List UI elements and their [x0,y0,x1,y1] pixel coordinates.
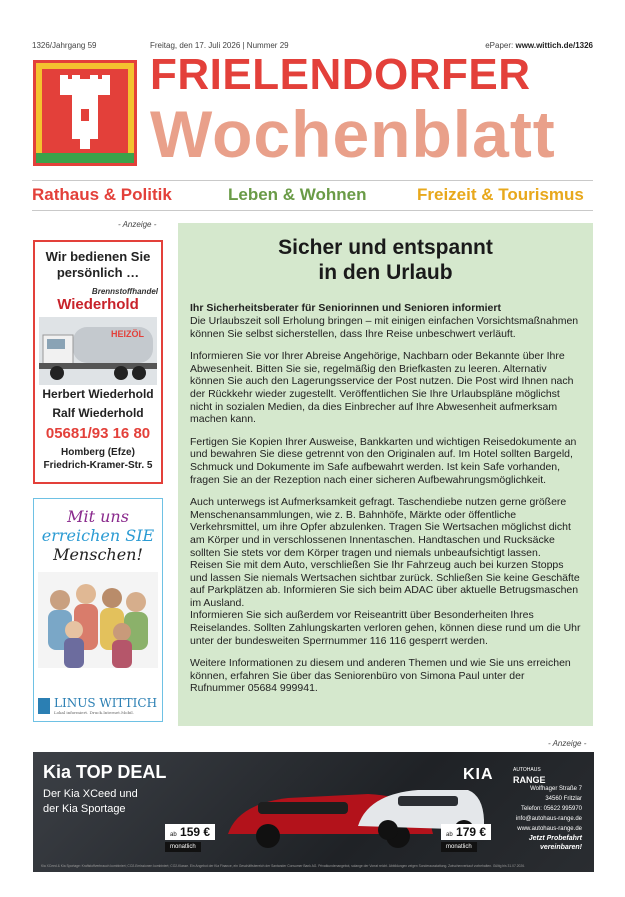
masthead-title-line1: FRIELENDORFER [150,50,531,99]
dealer-top: AUTOHAUS [513,767,541,773]
wittich-sub: Lokal informiert. Druck.Internet.Mobil. [54,710,134,715]
price-value: 159 € [180,825,211,839]
ad-headline-line2: persönlich … [56,265,140,280]
ad-slogan [34,507,162,564]
wittich-name: LINUS WITTICH [54,696,158,710]
article-paragraph: Informieren Sie vor Ihrer Abreise Angehörige, Nachbarn oder Bekannte über Ihre Abwesenheit. Bitten Sie sie, regelmäßig den Briefkasten zu leeren. Alternativ können Sie auch den Lagerungsservice der Post nutzen. Die Post wird Ihnen nach der Rückkehr wieder zugestellt. Veröffentlichen Sie Ihre Urlaubspläne möglichst nicht in sozialen Medien, da dies Einbrecher auf Ihre Abwesenheit aufmerksam machen kann. [190,350,574,426]
dealer-logo [513,765,546,785]
owner-name-1: Herbert Wiederhold [42,387,154,401]
address-street: Friedrich-Kramer-Str. 5 [43,460,153,471]
wiederhold-ad[interactable] [33,240,163,484]
ad-label: - Anzeige - [118,220,157,229]
price-prefix: ab [446,832,453,838]
cars-image [218,764,488,854]
ad-headline-line1: Wir bedienen Sie [45,249,151,264]
cta-line1: Jetzt Probefahrt [528,835,582,842]
kia-logo: KIA [463,766,494,783]
tower-emblem-icon [42,69,128,155]
monthly-label: monatlich [165,842,201,852]
price-value: 179 € [456,825,487,839]
article-paragraph: Fertigen Sie Kopien Ihrer Ausweise, Bankkarten und wichtigen Reisedokumente an und bewahren Sie diese getrennt von den Originalen auf. Im Hotel sollten Bargeld, Schmuck und Dokumente im Safe aufbewahrt werden. Ist kein Safe vorhanden, fragen Sie an der Rezeption nach einer sicheren Aufbewahrungsmöglichkeit. [190,435,577,486]
monthly-label: monatlich [441,842,477,852]
epaper-url[interactable]: www.wittich.de/1326 [515,41,593,50]
divider [32,180,593,181]
town-crest-logo [33,60,137,166]
article-paragraph: Auch unterwegs ist Aufmerksamkeit gefragt. Taschendiebe nutzen gerne größere Menschenansammlungen, wie z. B. Bahnhöfe, Märkte oder öffentliche Verkehrsmittel, um ihre Opfer abzulenken. Tragen Sie Wertsachen möglichst dicht am Körper und in verschlossenen Innentaschen. Handtaschen und Rucksäcke sollten Sie stets vor dem Körper tragen und niemals unbeaufsichtigt lassen. [190,496,571,559]
epaper-link[interactable] [485,41,593,50]
article-title-line2: in den Urlaub [318,261,453,284]
dealer-contact [516,784,582,834]
epaper-label: ePaper: [485,41,514,50]
article-title-line1: Sicher und entspannt [278,236,493,259]
kia-line2: der Kia Sportage [43,803,126,815]
address-city: Homberg (Efze) [61,447,135,458]
company-logo-top: Brennstoffhandel [91,287,158,296]
people-group-image [38,572,158,668]
article-paragraph: Die Urlaubszeit soll Erholung bringen – mit einigen einfachen Vorsichtsmaßnahmen können Sie selbst sicherstellen, dass Ihre Reise unbeschwert verläuft. [190,315,579,340]
dealer-phone[interactable]: Telefon: 05622 995970 [520,806,582,812]
divider [32,210,593,211]
ad-headline [35,249,161,281]
dealer-web[interactable]: www.autohaus-range.de [517,826,582,832]
issue-date: Freitag, den 17. Juli 2026 | Nummer 29 [150,41,289,50]
price-prefix: ab [170,832,177,838]
price-xceed [165,824,215,840]
dealer-city: 34560 Fritzlar [545,796,582,802]
wittich-logo [38,696,160,715]
article-lead: Ihr Sicherheitsberater für Seniorinnen und Senioren informiert [190,302,501,314]
dealer-name: RANGE [513,775,546,785]
nav-rathaus-politik[interactable]: Rathaus & Politik [32,185,172,204]
article-paragraph: Reisen Sie mit dem Auto, verschließen Sie Ihr Fahrzeug auch bei kurzen Stopps und lassen Sie niemals Wertsachen sichtbar zurück. Schließen Sie keine Geschäfte auf Parkplätzen ab. Informieren Sie sich beim ADAC über aktuelle Betrugsmaschen im Ausland. [190,559,580,609]
test-drive-cta[interactable] [529,834,582,852]
main-article [178,223,593,726]
price-sportage [441,824,491,840]
issue-number: 1326/Jahrgang 59 [32,41,97,50]
ad-label: - Anzeige - [548,739,587,748]
nav-leben-wohnen[interactable]: Leben & Wohnen [228,185,367,204]
kia-ad[interactable] [33,752,594,872]
cta-line2: vereinbaren! [539,844,582,851]
nav-freizeit-tourismus[interactable]: Freizeit & Tourismus [417,185,584,204]
masthead-title-line2: Wochenblatt [150,97,556,171]
article-paragraph: Informieren Sie sich außerdem vor Reiseantritt über Besonderheiten Ihres Reiselandes. Sollten Zahlungskarten verloren gehen, können diese rund um die Uhr unter der bundesweiten Sperrnummer 116 116 gesperrt werden. [190,609,581,647]
wittich-ad[interactable] [33,498,163,722]
slogan-line2: erreichen SIE [41,526,155,545]
company-logo [38,287,158,313]
kia-line1: Der Kia XCeed und [43,788,138,800]
dealer-email[interactable]: info@autohaus-range.de [515,816,582,822]
legal-fine-print: Kia XCeed & Kia Sportage: Kraftstoffverbrauch kombiniert; CO2-Emissionen kombiniert; CO2-Klasse. Ein Angebot der Kia Finance, ein Geschäftsbereich der Santander Consumer Bank AG. Privatkundenangebot, solange der Vorrat reicht. Abbildungen zeigen Sonderausstattung. Zwischenverkauf vorbehalten. Gültig bis 31.07.2026. [41,864,525,868]
address [35,446,161,472]
truck-text: HEIZÖL [111,329,144,339]
article-paragraph: Weitere Informationen zu diesem und anderen Themen und wie Sie uns erreichen können, erfahren Sie über das Seniorenbüro von Simona Paul unter der Rufnummer 05684 999941. [190,657,571,695]
article-title [190,235,581,285]
tanker-truck-image [39,317,157,385]
phone-number[interactable]: 05681/93 16 80 [45,425,151,442]
wittich-emblem-icon [38,698,50,714]
company-logo-name: Wiederhold [57,296,139,313]
slogan-line3: Menschen! [53,545,143,564]
kia-headline: Kia TOP DEAL [43,762,167,782]
slogan-line1: Mit uns [67,507,129,526]
dealer-address: Wolfhager Straße 7 [530,786,582,792]
owner-name-2: Ralf Wiederhold [52,406,144,420]
